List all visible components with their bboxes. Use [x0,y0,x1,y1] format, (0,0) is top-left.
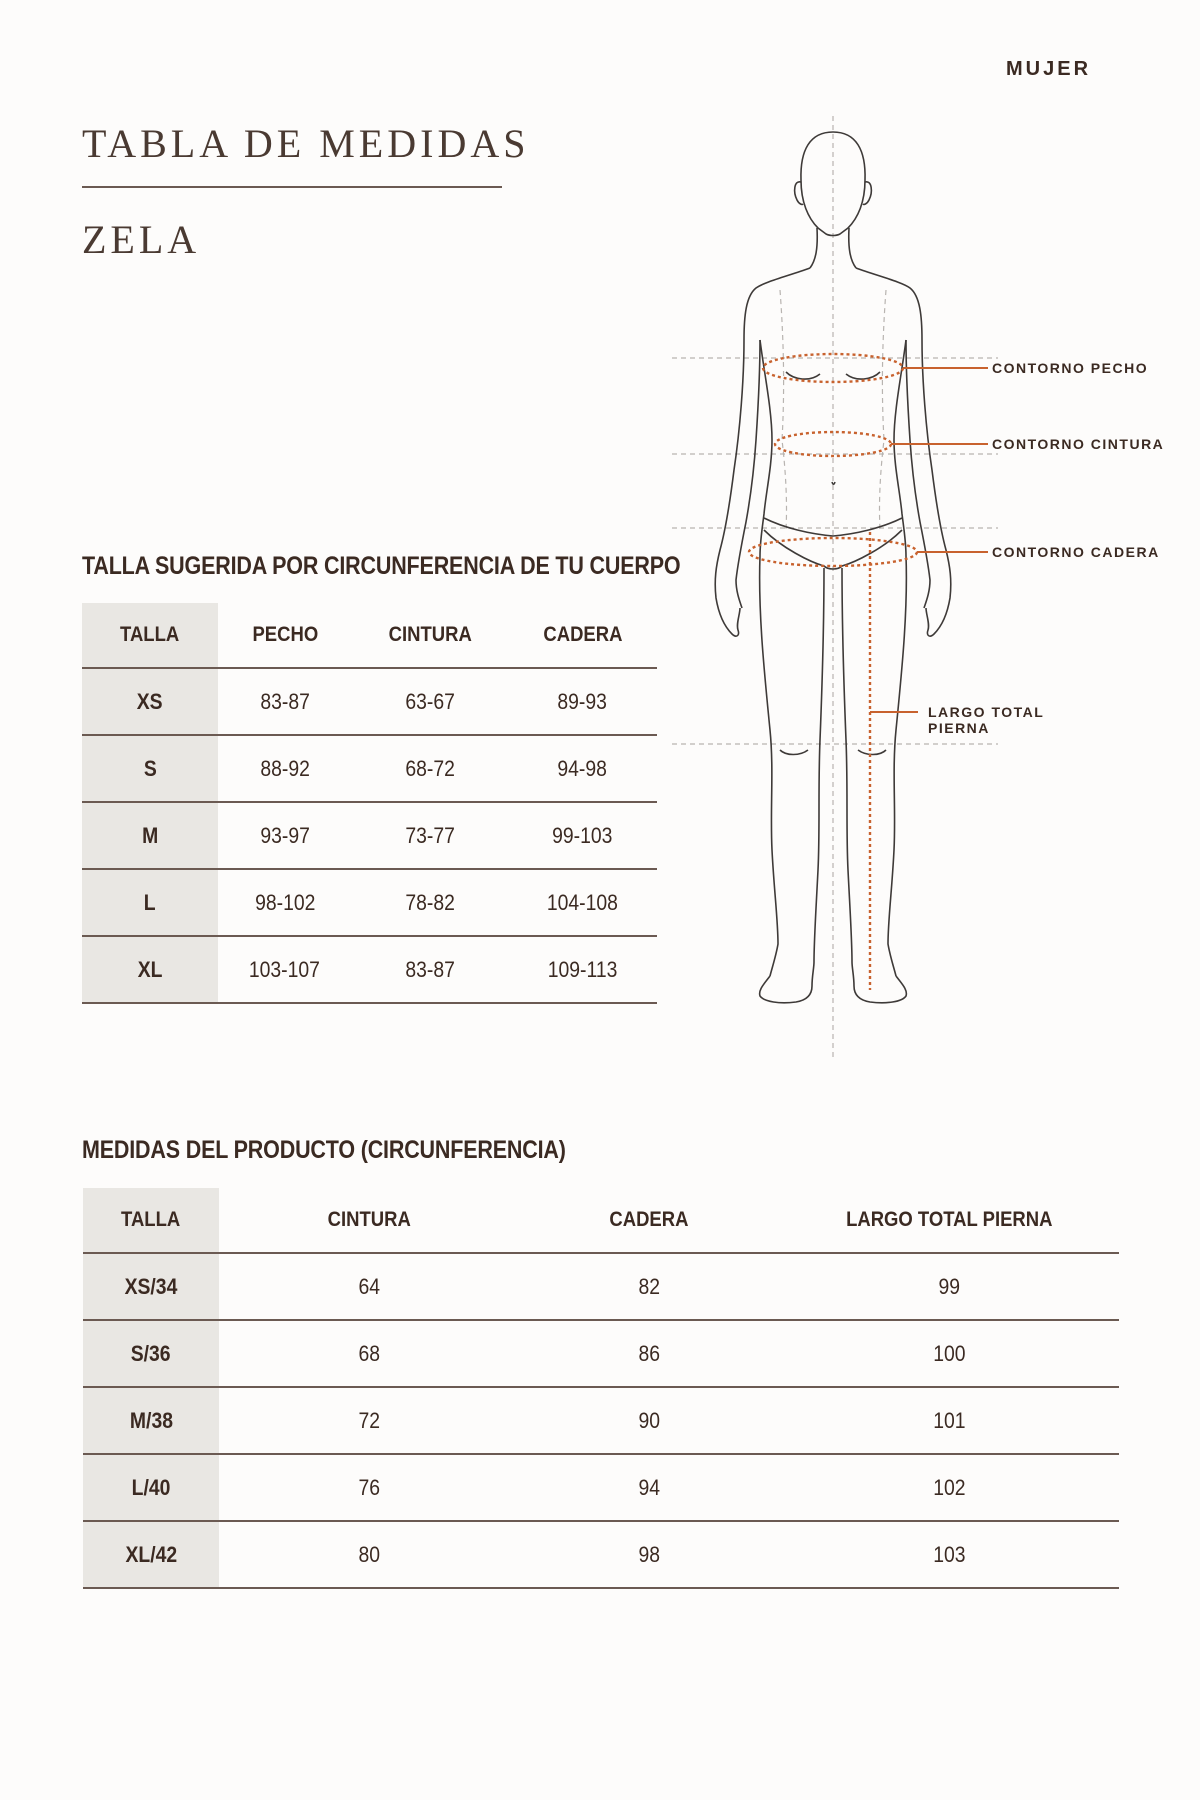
table-header-row [82,603,657,668]
size-cell: L [82,869,218,936]
table-row [82,735,657,802]
hip-cell: 94-98 [508,735,657,802]
hip-cell: 82 [519,1253,779,1320]
size-cell: S [82,735,218,802]
hip-cell: 99-103 [508,802,657,869]
column-header-hip: CADERA [519,1188,779,1253]
hip-label: CONTORNO CADERA [992,544,1160,560]
waist-cell: 78-82 [352,869,508,936]
hip-cell: 104-108 [508,869,657,936]
table-row [83,1387,1119,1454]
waist-cell: 73-77 [352,802,508,869]
product-size-table-title: MEDIDAS DEL PRODUCTO (CIRCUNFERENCIA) [82,1136,566,1164]
column-header-waist: CINTURA [219,1188,519,1253]
size-cell: XS [82,668,218,735]
leg-length-cell: 99 [779,1253,1119,1320]
waist-cell: 72 [219,1387,519,1454]
body-size-table [82,603,657,1004]
size-cell: L/40 [83,1454,219,1521]
chest-cell: 93-97 [218,802,352,869]
table-row [82,802,657,869]
chest-cell: 88-92 [218,735,352,802]
table-header-row [83,1188,1119,1253]
column-header-waist: CINTURA [352,603,508,668]
size-cell: XL [82,936,218,1003]
chest-cell: 98-102 [218,869,352,936]
body-silhouette-illustration [660,110,1200,1070]
chest-cell: 83-87 [218,668,352,735]
leg-length-cell: 101 [779,1387,1119,1454]
table-row [82,869,657,936]
hip-cell: 94 [519,1454,779,1521]
hip-cell: 86 [519,1320,779,1387]
product-size-table [83,1188,1119,1589]
chest-label: CONTORNO PECHO [992,360,1149,376]
size-cell: XS/34 [83,1253,219,1320]
leg-length-label-line2: PIERNA [928,720,990,736]
column-header-size: TALLA [83,1188,219,1253]
column-header-size: TALLA [82,603,218,668]
leg-length-label-line1: LARGO TOTAL [928,704,1045,720]
title-divider [82,186,502,188]
leg-length-cell: 103 [779,1521,1119,1588]
size-cell: M/38 [83,1387,219,1454]
page-title: TABLA DE MEDIDAS [82,121,530,166]
waist-cell: 63-67 [352,668,508,735]
waist-cell: 64 [219,1253,519,1320]
leader-lines [870,368,988,712]
waist-cell: 83-87 [352,936,508,1003]
column-header-hip: CADERA [508,603,657,668]
hip-cell: 90 [519,1387,779,1454]
waist-cell: 68 [219,1320,519,1387]
size-cell: XL/42 [83,1521,219,1588]
waist-cell: 76 [219,1454,519,1521]
table-row [82,668,657,735]
body-size-table-title: TALLA SUGERIDA POR CIRCUNFERENCIA DE TU CUERPO [82,552,681,580]
table-row [82,936,657,1003]
hip-cell: 98 [519,1521,779,1588]
table-row [83,1253,1119,1320]
table-row [83,1521,1119,1588]
product-name: ZELA [82,217,201,262]
hip-cell: 109-113 [508,936,657,1003]
column-header-chest: PECHO [218,603,352,668]
waist-cell: 68-72 [352,735,508,802]
hip-cell: 89-93 [508,668,657,735]
size-cell: S/36 [83,1320,219,1387]
gender-label: MUJER [1006,58,1092,80]
waist-label: CONTORNO CINTURA [992,436,1165,452]
table-row [83,1454,1119,1521]
chest-cell: 103-107 [218,936,352,1003]
leg-length-cell: 102 [779,1454,1119,1521]
size-cell: M [82,802,218,869]
guide-lines [672,116,998,1060]
column-header-leg-length: LARGO TOTAL PIERNA [779,1188,1119,1253]
leg-length-cell: 100 [779,1320,1119,1387]
table-row [83,1320,1119,1387]
waist-cell: 80 [219,1521,519,1588]
body-measurement-figure [660,110,1200,1070]
